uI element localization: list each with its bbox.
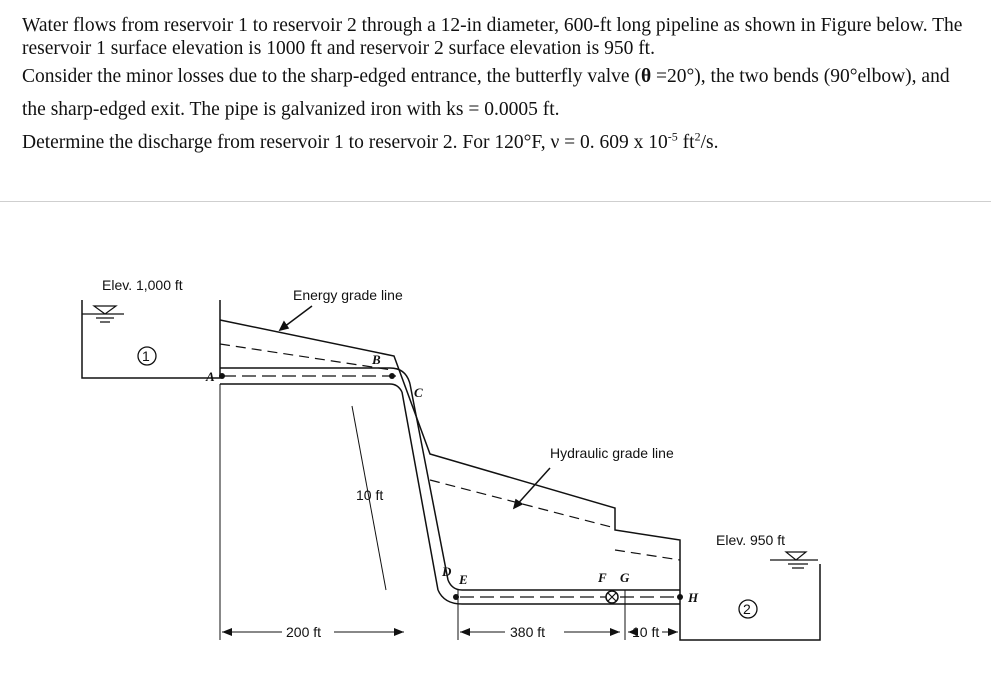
dim-10-label: 10 ft <box>632 624 660 640</box>
problem-paragraph-3-text-b: ft <box>677 132 695 153</box>
problem-paragraph-3-text-c: /s. <box>700 132 719 153</box>
problem-paragraph-1: Water flows from reservoir 1 to reservoir 2 through a 12-in diameter, 600-ft long pipeline as shown in Figure below. The reservoir 1 surface elevation is 1000 ft and reservoir 2 surface elevation is 950 ft. <box>22 15 963 59</box>
point-f-label: F <box>598 570 607 585</box>
reservoir-2-marker: 2 <box>743 601 751 617</box>
problem-paragraph-2-text-b: =20°), the two bends (90°elbow), and the sharp-edged exit. The pipe is galvanized iron with ks = 0.0005 ft. <box>22 66 950 120</box>
dim-200-left-arrow <box>222 628 232 636</box>
point-h-label: H <box>688 590 699 605</box>
point-b-label: B <box>372 352 381 367</box>
dim-380-right-arrow <box>610 628 620 636</box>
dim-380-label: 380 ft <box>510 624 546 640</box>
point-h-dot <box>677 594 683 600</box>
exponent-minus-5: -5 <box>667 129 678 144</box>
pipe-drop <box>402 384 448 590</box>
point-e-label: E <box>459 572 468 587</box>
problem-paragraph-3-text-a: Determine the discharge from reservoir 1 to reservoir 2. For 120°F, ν = 0. 609 x 10 <box>22 132 668 153</box>
water-surface-2-icon <box>770 552 818 568</box>
egl-label: Energy grade line <box>293 287 403 303</box>
point-a-dot <box>219 373 225 379</box>
elev-1-label: Elev. 1,000 ft <box>102 277 183 293</box>
point-e-dot <box>453 594 459 600</box>
dim-380-left-arrow <box>460 628 470 636</box>
egl-leader-head <box>280 322 288 330</box>
exponent-2: 2 <box>694 129 701 144</box>
point-g-label: G <box>620 570 630 585</box>
point-c-label: C <box>414 385 423 400</box>
point-d-label: D <box>442 564 452 579</box>
dim-200-label: 200 ft <box>286 624 322 640</box>
hgl-label: Hydraulic grade line <box>550 445 674 461</box>
dim-200-right-arrow <box>394 628 404 636</box>
dim-10-right-arrow <box>668 628 678 636</box>
point-a-label: A <box>206 369 215 384</box>
theta-symbol: θ <box>640 66 652 87</box>
water-surface-1-icon <box>82 306 124 322</box>
elev-2-label: Elev. 950 ft <box>716 532 786 548</box>
point-b-dot <box>389 373 395 379</box>
drop-label: 10 ft <box>356 487 384 503</box>
egl-line <box>220 320 680 564</box>
reservoir-1-marker: 1 <box>142 348 150 364</box>
problem-paragraph-2-text-a: Consider the minor losses due to the sharp-edged entrance, the butterfly valve ( <box>22 66 641 87</box>
